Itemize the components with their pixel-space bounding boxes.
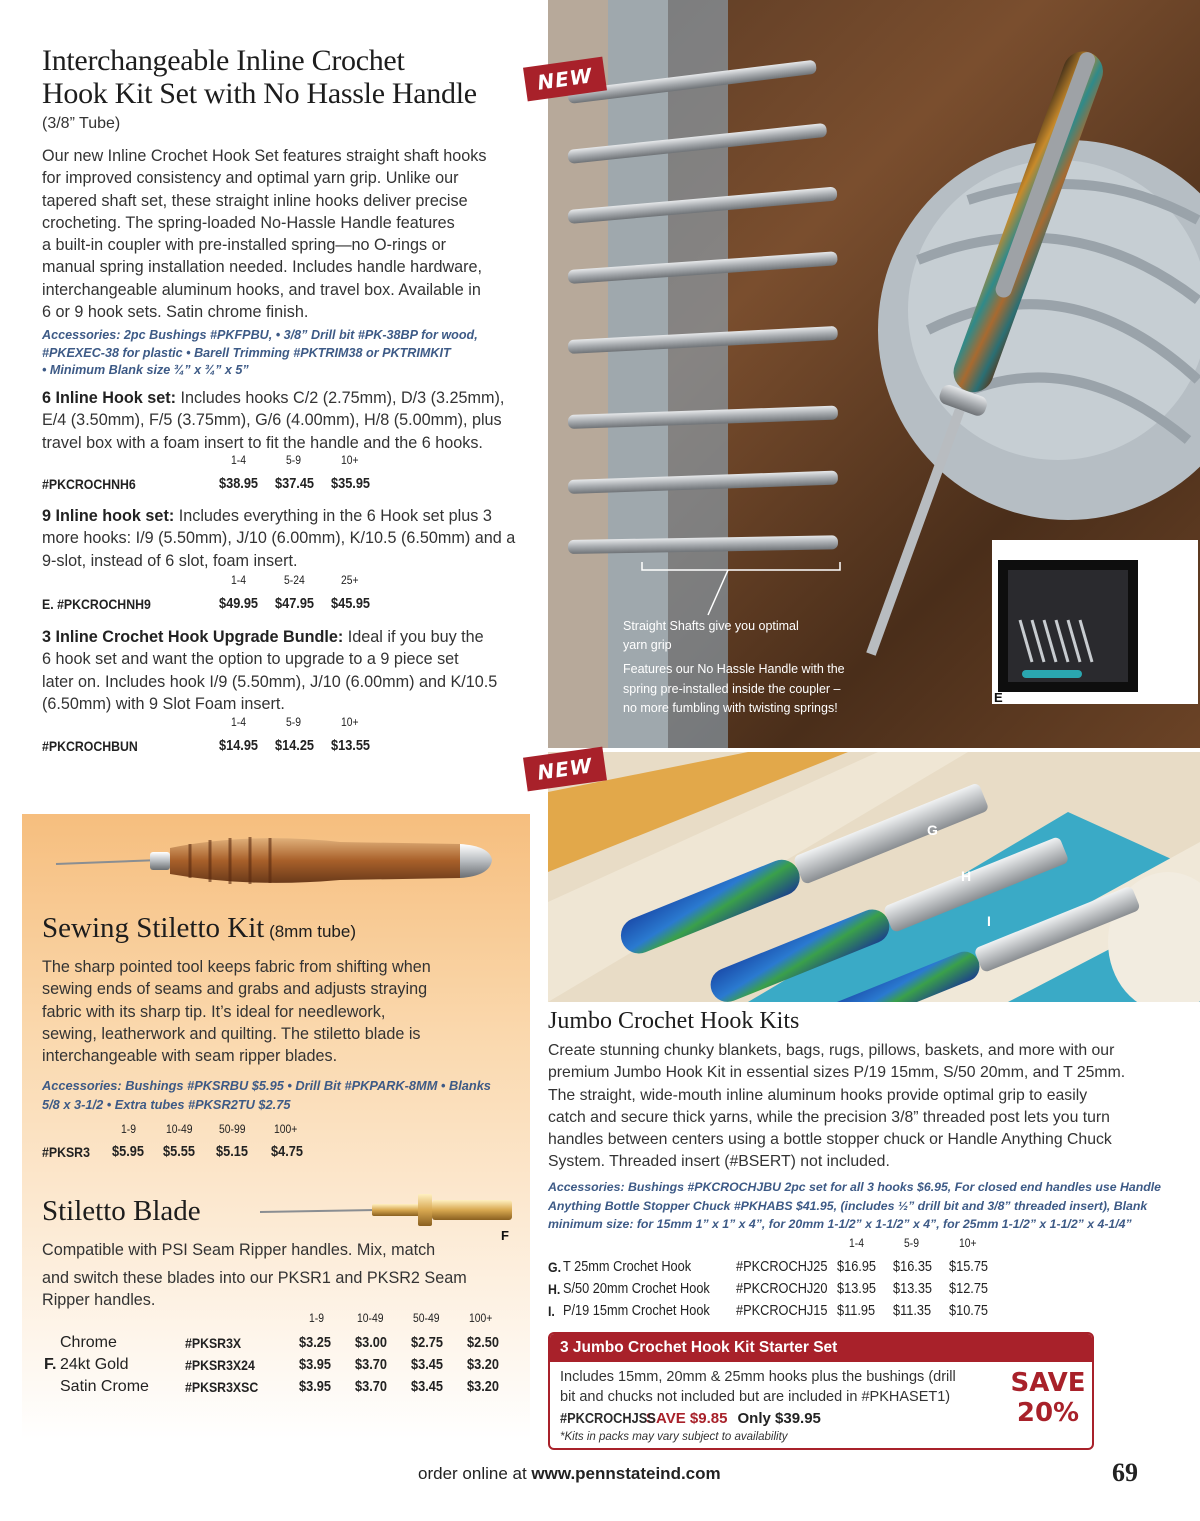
label-e: E [994,690,1003,705]
label-f: F [501,1228,509,1243]
label-h: H [961,868,972,884]
photo-caption-handle: Features our No Hassle Handle with the spring pre-installed inside the coupler – no more fumbling with twisting springs! [623,662,845,715]
footer-url[interactable]: www.pennstateind.com [531,1464,721,1483]
footer-order-online: order online at www.pennstateind.com [418,1464,721,1483]
stiletto-description: The sharp pointed tool keeps fabric from shifting when sewing ends of seams and grabs and adjusts straying fabric with its sharp tip. It’s ideal for needlework, sewing, leatherwork and quilting. The stiletto blade is interchangeable with seam ripper blades. [42,958,431,1066]
jumbo-accessories: Accessories: Bushings #PKCROCHJBU 2pc set for all 3 hooks $6.95, For closed end handles use Handle Anything Bottle Stopper Chuck #PKHABS $41.95, (includes ½” drill bit and 3/8” threaded insert), Blank minimum size: for 15mm 1” x 1” x 4”, for 20mm 1-1/2” x 1-1/2” x 4”, for 25mm 1-1/2” x 1-1/2” x 4-1/4” [548,1180,1161,1231]
label-i: I [987,913,991,929]
bundle-price-table: 1-4 5-9 10+ #PKCROCHBUN $14.95 $14.25 $13.55 [42,717,371,754]
jumbo-description: Create stunning chunky blankets, bags, rugs, pillows, baskets, and more with our premium Jumbo Hook Kit in essential sizes P/19 15mm, S/50 20mm, and T 25mm. The straight, wide-mouth inline aluminum hooks provide optimal grip to easily catch and secure thick yarns, while the precision 3/8” threaded post lets you turn handles between centers using a bottle stopper chuck or Handle Anything Chuck System. Threaded insert (#BSERT) not included. [548,1042,1126,1171]
starter-set-description: Includes 15mm, 20mm & 25mm hooks plus the bushings (drill bit and chucks not included but are included in #PKHASET1) [560,1369,956,1405]
label-g: G [927,822,938,838]
blade-description: Compatible with PSI Seam Ripper handles. Mix, match and switch these blades into our PKSR1 and PKSR2 Seam Ripper handles. [42,1241,467,1309]
stiletto-illustration [50,822,510,902]
new-tag-2: NEW [523,747,607,792]
stiletto-accessories: Accessories: Bushings #PKSRBU $5.95 • Drill Bit #PKPARK-8MM • Blanks 5/8 x 3-1/2 • Extra tubes #PKSR2TU $2.75 [42,1078,491,1112]
jumbo-title: Jumbo Crochet Hook Kits [548,1008,800,1034]
blade-price-table: 1-9 10-49 50-49 100+ Chrome #PKSR3X $3.25 $3.00 $2.75 $2.50 F. 24kt Gold #PKSR3X24 $3.95 $3.70 $3.45 $3.20 Satin Crome #PKSR3XSC $3.95 $3.70 $3.45 $3.20 [44,1313,499,1395]
set6-description: 6 Inline Hook set: Includes hooks C/2 (2.75mm), D/3 (3.25mm), E/4 (3.50mm), F/5 (3.75mm), G/6 (4.00mm), H/8 (5.00mm), plus travel box with a foam insert to fit the handle and the 6 hooks. [42,389,505,452]
bundle-description: 3 Inline Crochet Hook Upgrade Bundle: Ideal if you buy the 6 hook set and want the option to upgrade to a 9 piece set later on. Includes hook I/9 (5.50mm), J/10 (6.00mm) and K/10.5 (6.50mm) with 9 Slot Foam insert. [42,628,498,713]
photo-caption-shafts: Straight Shafts give you optimal yarn grip [623,619,799,652]
set9-description: 9 Inline hook set: Includes everything in the 6 Hook set plus 3 more hooks: I/9 (5.50mm), J/10 (6.00mm), K/10.5 (6.50mm) and a 9-slot, instead of 6 slot, foam insert. [42,507,516,570]
save-badge: SAVE 20% [1010,1368,1086,1428]
set6-price-table: 1-4 5-9 10+ #PKCROCHNH6 $38.95 $37.45 $35.95 [42,455,371,492]
new-tag-1: NEW [523,57,607,102]
starter-set-note: *Kits in packs may vary subject to availability [560,1431,788,1443]
jumbo-price-table: 1-4 5-9 10+ G. T 25mm Crochet Hook #PKCROCHJ25 $16.95 $16.35 $15.75 H. S/50 20mm Crochet Hook #PKCROCHJ20 $13.95 $13.35 $12.75 I. P/19 15mm Crochet Hook #PKCROCHJ15 $11.95 $11.35 $10.75 [548,1238,989,1319]
kit-description: Our new Inline Crochet Hook Set features straight shaft hooks for improved consistency and optimal yarn grip. Unlike our tapered shaft set, these straight inline hooks deliver precise crocheting. The spring-loaded No-Hassle Handle features a built-in coupler with pre-installed spring—no O-rings or manual spring installation needed. Includes handle hardware, interchangeable aluminum hooks, and travel box. Available in 6 or 9 hook sets. Satin chrome finish. [42,147,487,322]
stiletto-title: Sewing Stiletto Kit (8mm tube) [42,912,356,944]
blade-illustration [258,1190,518,1230]
set9-price-table: 1-4 5-24 25+ E. #PKCROCHNH9 $49.95 $47.95 $45.95 [42,575,371,612]
stiletto-price-table: 1-9 10-49 50-99 100+ #PKSR3 $5.95 $5.55 $5.15 $4.75 [42,1124,303,1160]
kit-accessories: Accessories: 2pc Bushings #PKFPBU, • 3/8” Drill bit #PK-38BP for wood, #PKEXEC-38 for plastic • Barell Trimming #PKTRIM38 or PKTRIMKIT • Minimum Blank size ¾” x ¾” x 5” [42,328,478,377]
page-number: 69 [1112,1458,1138,1487]
jumbo-photo-illustration [548,752,1200,1002]
inline-hook-photo [548,0,1200,748]
starter-set-pricing: #PKCROCHJSS SAVE $9.85 Only $39.95 [560,1410,821,1427]
starter-set-title: 3 Jumbo Crochet Hook Kit Starter Set [550,1334,1092,1362]
starter-set-box [548,1332,1094,1450]
kit-subtitle: (3/8” Tube) [42,115,121,132]
jumbo-hook-photo [548,752,1200,1002]
kit-title: Interchangeable Inline Crochet Hook Kit Set with No Hassle Handle [42,44,477,110]
blade-title: Stiletto Blade [42,1195,201,1227]
